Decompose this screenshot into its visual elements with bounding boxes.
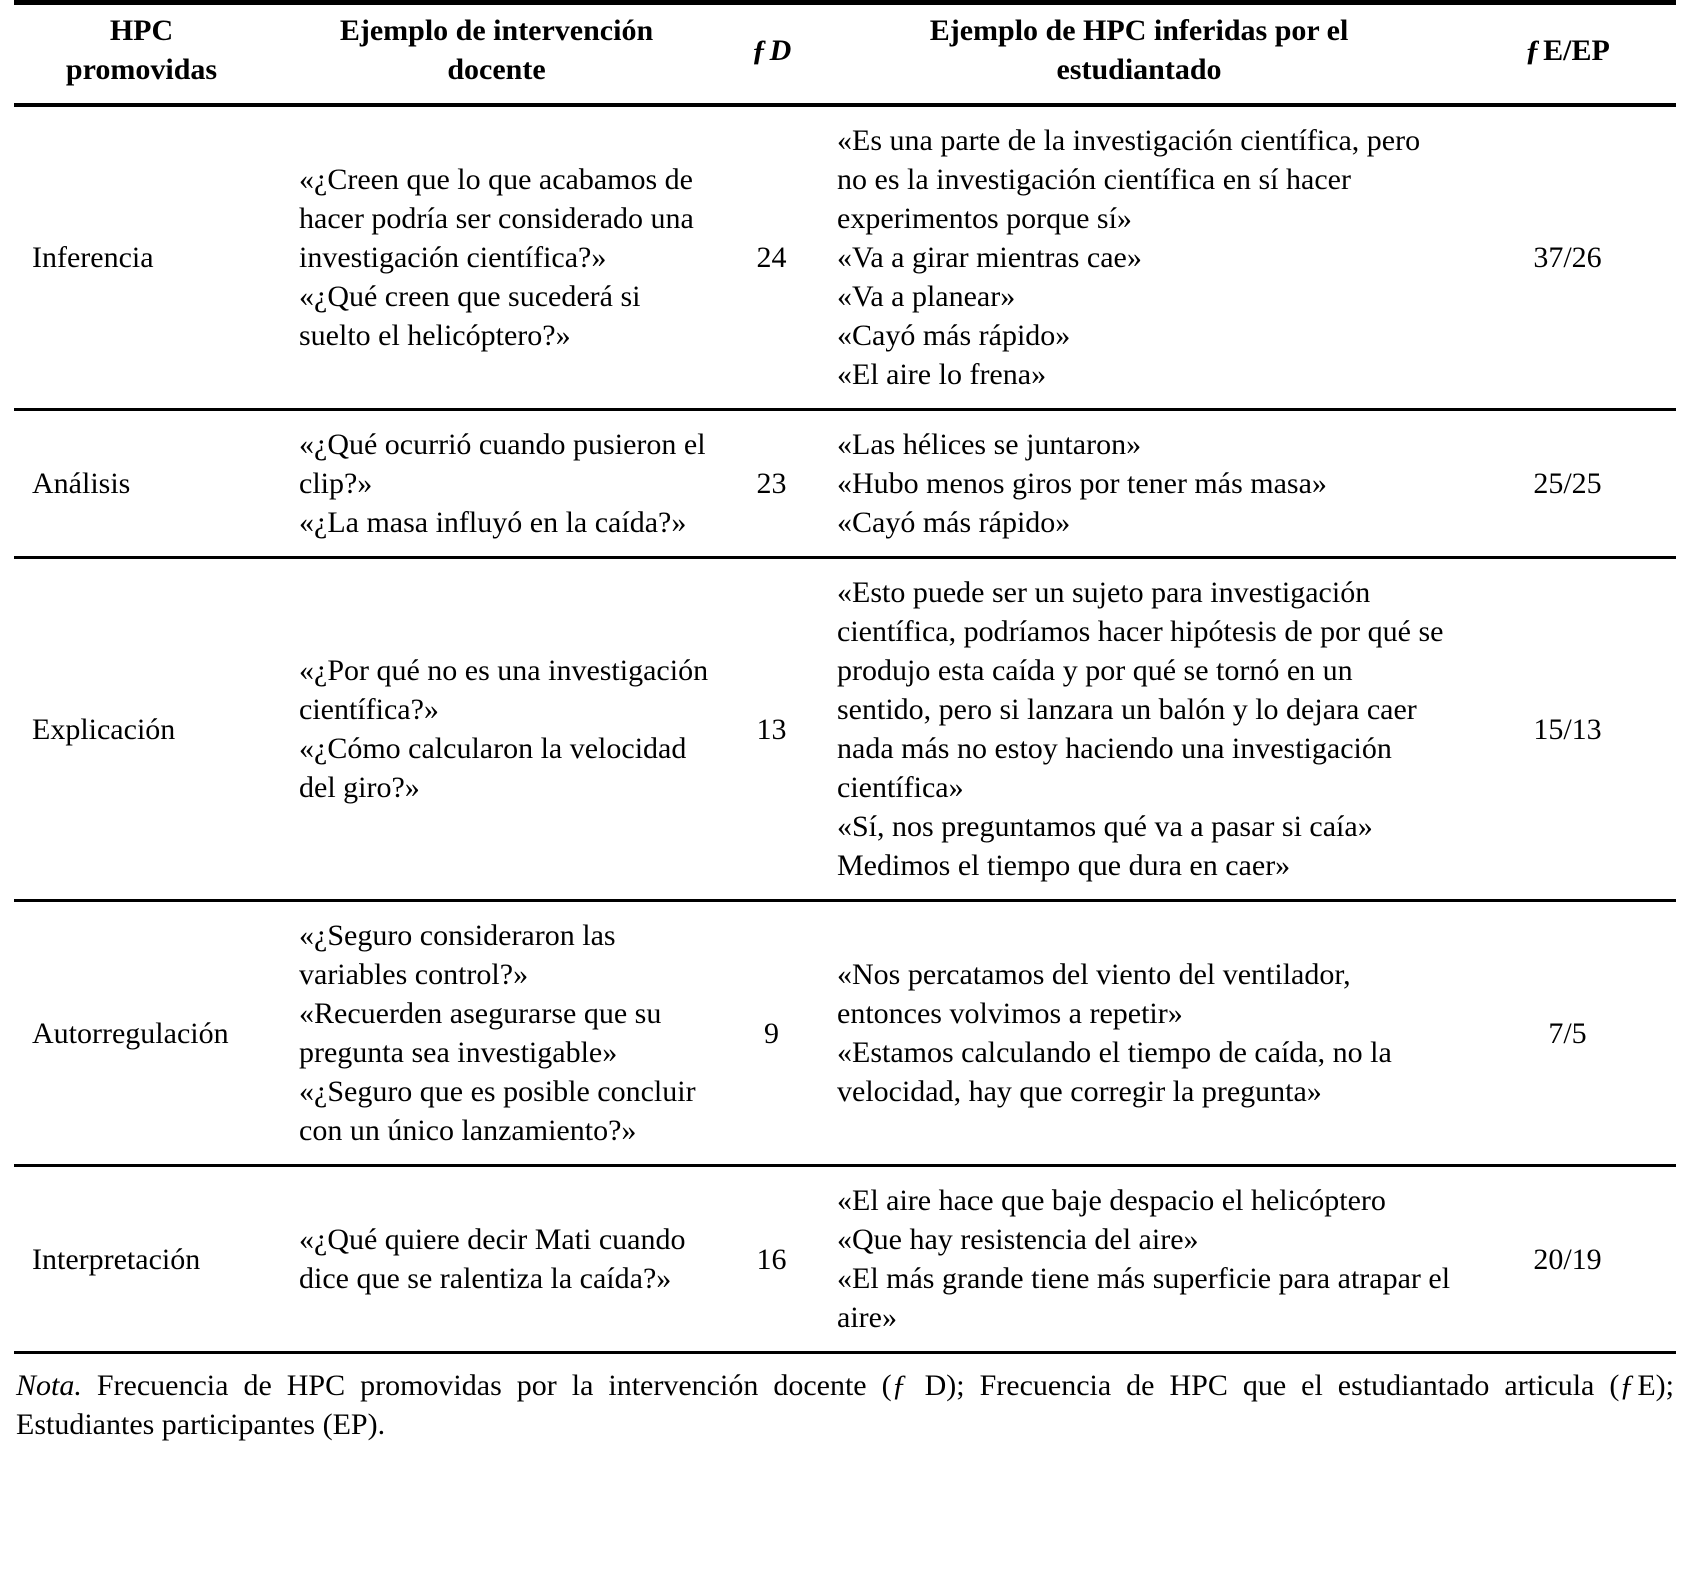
cell-inferidas (819, 410, 1459, 558)
cell-categoria: Autorregulación (14, 901, 269, 1166)
column-header-intervencion-line1: Ejemplo de intervención (339, 14, 654, 47)
note-fd-symbol: ƒ (891, 1369, 907, 1402)
inferida-item: «Va a girar mientras cae» (837, 241, 1142, 274)
intervencion-item: «¿La masa influyó en la caída?» (299, 506, 687, 539)
inferida-item: «Estamos calculando el tiempo de caída, no la velocidad, hay que corregir la pregunta» (837, 1036, 1392, 1108)
cell-categoria: Inferencia (14, 105, 269, 410)
cell-fe-ep: 20/19 (1459, 1166, 1676, 1353)
inferida-item: «Hubo menos giros por tener más masa» (837, 467, 1327, 500)
cell-categoria: Interpretación (14, 1166, 269, 1353)
cell-fd: 16 (724, 1166, 819, 1353)
table-header (14, 2, 1676, 105)
cell-intervencion (269, 1166, 724, 1353)
intervencion-item: «¿Seguro que es posible concluir con un único lanzamiento?» (299, 1075, 696, 1147)
inferida-item: «Cayó más rápido» (837, 506, 1071, 539)
inferida-item: «El aire lo frena» (837, 358, 1047, 391)
cell-fe-ep: 15/13 (1459, 558, 1676, 901)
note-label: Nota. (16, 1369, 82, 1402)
column-header-fd (724, 5, 819, 106)
cell-fd: 24 (724, 105, 819, 410)
table-note (14, 1354, 1676, 1444)
column-header-fe-letters: E/EP (1543, 33, 1610, 67)
cell-categoria: Análisis (14, 410, 269, 558)
cell-intervencion (269, 410, 724, 558)
column-header-hpc (14, 5, 269, 106)
inferida-item: Medimos el tiempo que dura en caer» (837, 849, 1291, 882)
cell-inferidas (819, 901, 1459, 1166)
note-fe-rest: E (1637, 1369, 1656, 1402)
column-header-fe-ep (1459, 5, 1676, 106)
column-header-intervencion (269, 5, 724, 106)
column-header-fe-symbol: ƒ (1525, 33, 1541, 67)
cell-fe-ep: 37/26 (1459, 105, 1676, 410)
column-header-fd-symbol: ƒ (751, 33, 767, 67)
intervencion-item: «¿Qué quiere decir Mati cuando dice que se ralentiza la caída?» (299, 1223, 686, 1295)
cell-fe-ep: 7/5 (1459, 901, 1676, 1166)
intervencion-item: «¿Qué creen que sucederá si suelto el helicóptero?» (299, 280, 641, 352)
cell-fd: 23 (724, 410, 819, 558)
intervencion-item: «¿Qué ocurrió cuando pusieron el clip?» (299, 428, 706, 500)
hpc-table (14, 0, 1676, 1354)
table-row (14, 1166, 1676, 1353)
column-header-hpc-line2: promovidas (65, 53, 218, 86)
cell-fd: 13 (724, 558, 819, 901)
intervencion-item: «¿Seguro consideraron las variables control?» (299, 919, 616, 991)
note-fd-rest: D (909, 1369, 947, 1402)
cell-inferidas (819, 105, 1459, 410)
cell-inferidas (819, 1166, 1459, 1353)
inferida-item: «Las hélices se juntaron» (837, 428, 1142, 461)
inferida-item: «Va a planear» (837, 280, 1016, 313)
inferida-item: «El aire hace que baje despacio el helicóptero (837, 1184, 1386, 1217)
table-row (14, 901, 1676, 1166)
inferida-item: «Sí, nos preguntamos qué va a pasar si caía» (837, 810, 1373, 843)
cell-fd: 9 (724, 901, 819, 1166)
intervencion-item: «¿Creen que lo que acabamos de hacer podría ser considerado una investigación científica?» (299, 163, 694, 274)
cell-fe-ep: 25/25 (1459, 410, 1676, 558)
intervencion-item: «¿Cómo calcularon la velocidad del giro?» (299, 732, 687, 804)
note-text-a: Frecuencia de HPC promovidas por la intervención docente ( (81, 1369, 892, 1402)
inferida-item: «El más grande tiene más superficie para atrapar el aire» (837, 1262, 1451, 1334)
column-header-inferidas-line2: estudiantado (1056, 53, 1222, 86)
cell-intervencion (269, 105, 724, 410)
cell-intervencion (269, 901, 724, 1166)
cell-categoria: Explicación (14, 558, 269, 901)
table-row (14, 105, 1676, 410)
note-text-c: ); Estudiantes participantes (EP). (16, 1369, 1674, 1441)
intervencion-item: «¿Por qué no es una investigación científica?» (299, 654, 709, 726)
inferida-item: «Cayó más rápido» (837, 319, 1071, 352)
note-text-b: ); Frecuencia de HPC que el estudiantado articula ( (946, 1369, 1620, 1402)
inferida-item: «Esto puede ser un sujeto para investigación científica, podríamos hacer hipótesis de por qué se produjo esta caída y por qué se tornó en un sentido, pero si lanzara un balón y lo dejara caer nada más no estoy haciendo una investigación científica» (837, 576, 1444, 804)
column-header-fd-letter: D (769, 33, 792, 67)
table-body (14, 105, 1676, 1353)
inferida-item: «Es una parte de la investigación científica, pero no es la investigación científica en sí hacer experimentos porque sí» (837, 124, 1421, 235)
inferida-item: «Nos percatamos del viento del ventilador, entonces volvimos a repetir» (837, 958, 1351, 1030)
column-header-intervencion-line2: docente (447, 53, 546, 86)
column-header-hpc-line1: HPC (109, 14, 174, 47)
intervencion-item: «Recuerden asegurarse que su pregunta sea investigable» (299, 997, 662, 1069)
note-fe-symbol: ƒ (1619, 1369, 1635, 1402)
inferida-item: «Que hay resistencia del aire» (837, 1223, 1199, 1256)
table-row (14, 410, 1676, 558)
column-header-inferidas-line1: Ejemplo de HPC inferidas por el (929, 14, 1349, 47)
cell-inferidas (819, 558, 1459, 901)
cell-intervencion (269, 558, 724, 901)
column-header-inferidas (819, 5, 1459, 106)
table-row (14, 558, 1676, 901)
